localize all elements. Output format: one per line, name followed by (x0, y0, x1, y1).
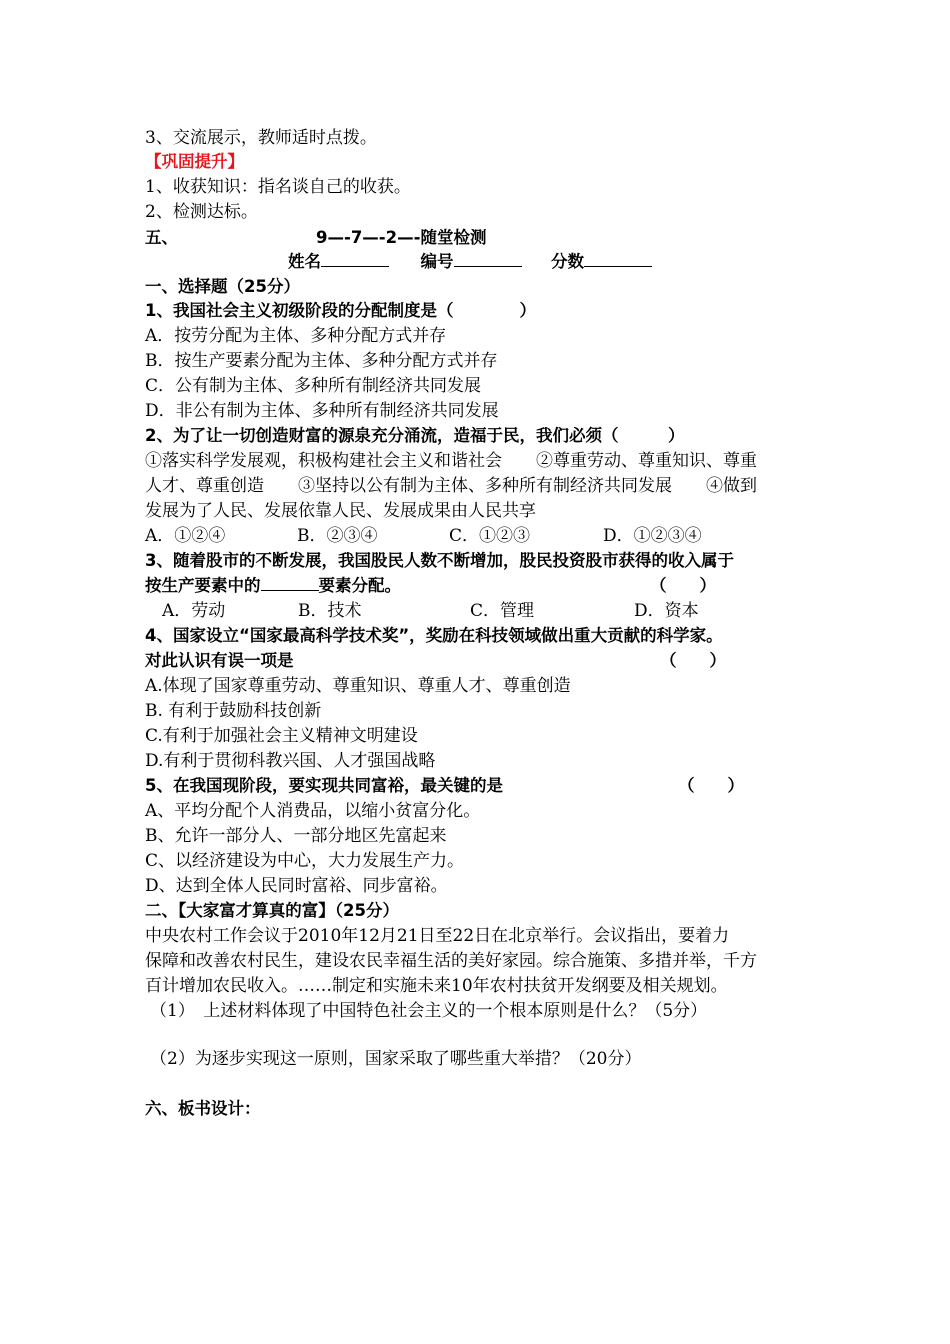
q4-option-d: D.有利于贯彻科教兴国、人才强国战略 (145, 751, 436, 771)
q4-option-c: C.有利于加强社会主义精神文明建设 (145, 726, 418, 746)
q3-stem-2 (145, 574, 401, 598)
sub-question-2: （2）为逐步实现这一原则，国家采取了哪些重大举措？（20分） (150, 1049, 642, 1069)
q3-stem-2a: 按生产要素中的 (145, 576, 261, 595)
material-line-1: 中央农村工作会议于2010年12月21日至22日在北京举行。会议指出，要着力 (145, 926, 730, 946)
q4-option-b: B. 有利于鼓励科技创新 (145, 701, 322, 721)
q3-option-b: B．技术 (298, 601, 362, 621)
name-label: 姓名 (288, 252, 321, 271)
material-line-2: 保障和改善农村民生，建设农民幸福生活的美好家园。综合施策、多措并举，千方 (145, 951, 757, 971)
q2-option-d: D．①②③④ (603, 526, 702, 546)
q1-option-d: D．非公有制为主体、多种所有制经济共同发展 (145, 401, 499, 421)
q1-option-c: C．公有制为主体、多种所有制经济共同发展 (145, 376, 482, 396)
name-blank (321, 250, 389, 267)
sub-question-1: （1） 上述材料体现了中国特色社会主义的一个根本原则是什么？（5分） (150, 1001, 708, 1021)
q2-body-1: ①落实科学发展观，积极构建社会主义和谐社会 ②尊重劳动、尊重知识、尊重 (145, 451, 757, 471)
q2-body-3: 发展为了人民、发展依靠人民、发展成果由人民共享 (145, 501, 536, 521)
q3-blank (261, 574, 319, 591)
q1-option-b: B．按生产要素分配为主体、多种分配方式并存 (145, 351, 498, 371)
info-line (288, 250, 652, 274)
q5-option-a: A、平均分配个人消费品，以缩小贫富分化。 (145, 801, 481, 821)
q3-option-d: D．资本 (634, 601, 699, 621)
consolidate-heading: 【巩固提升】 (145, 152, 244, 171)
q3-option-a: A．劳动 (162, 601, 226, 621)
q3-option-c: C．管理 (470, 601, 535, 621)
section5-title: 9—-7—-2—-随堂检测 (316, 228, 487, 247)
code-blank (454, 250, 522, 267)
score-label: 分数 (551, 252, 584, 271)
q1-option-a: A．按劳分配为主体、多种分配方式并存 (145, 326, 447, 346)
step3-text: 3、交流展示，教师适时点拨。 (145, 128, 377, 148)
q5-option-c: C、以经济建设为中心，大力发展生产力。 (145, 851, 465, 871)
q2-option-b: B．②③④ (297, 526, 378, 546)
part1-heading: 一、选择题（25分） (145, 277, 300, 296)
q5-stem: 5、在我国现阶段，要实现共同富裕，最关键的是 (145, 776, 503, 795)
q2-options (145, 524, 702, 548)
q4-stem-2: 对此认识有误一项是 (145, 651, 294, 670)
q5-option-b: B、允许一部分人、一部分地区先富起来 (145, 826, 447, 846)
q2-stem: 2、为了让一切创造财富的源泉充分涌流，造福于民，我们必须（ ） (145, 426, 685, 445)
q3-paren: （ ） (650, 576, 716, 595)
test-text: 2、检测达标。 (145, 202, 258, 222)
q4-paren: （ ） (660, 651, 726, 670)
score-blank (584, 250, 652, 267)
q2-option-a: A．①②④ (145, 526, 226, 546)
q5-option-d: D、达到全体人民同时富裕、同步富裕。 (145, 876, 448, 896)
part2-heading: 二、【大家富才算真的富】（25分） (145, 901, 399, 920)
q1-stem: 1、我国社会主义初级阶段的分配制度是（ ） (145, 301, 536, 320)
code-label: 编号 (420, 252, 454, 271)
q4-option-a: A.体现了国家尊重劳动、尊重知识、尊重人才、尊重创造 (145, 676, 571, 696)
gain-text: 1、收获知识：指名谈自己的收获。 (145, 177, 411, 197)
q3-options (162, 599, 699, 623)
section5-number: 五、 (145, 228, 178, 247)
q4-stem-1: 4、国家设立“国家最高科学技术奖”，奖励在科技领域做出重大贡献的科学家。 (145, 626, 723, 645)
q5-paren: （ ） (678, 776, 744, 795)
q3-stem-2b: 要素分配。 (318, 576, 401, 595)
material-line-3: 百计增加农民收入。……制定和实施未来10年农村扶贫开发纲要及相关规划。 (145, 976, 728, 996)
q3-stem-1: 3、随着股市的不断发展，我国股民人数不断增加，股民投资股市获得的收入属于 (145, 551, 734, 570)
q2-body-2: 人才、尊重创造 ③坚持以公有制为主体、多种所有制经济共同发展 ④做到 (145, 476, 757, 496)
q2-option-c: C．①②③ (449, 526, 531, 546)
section6-heading: 六、板书设计： (145, 1099, 261, 1118)
